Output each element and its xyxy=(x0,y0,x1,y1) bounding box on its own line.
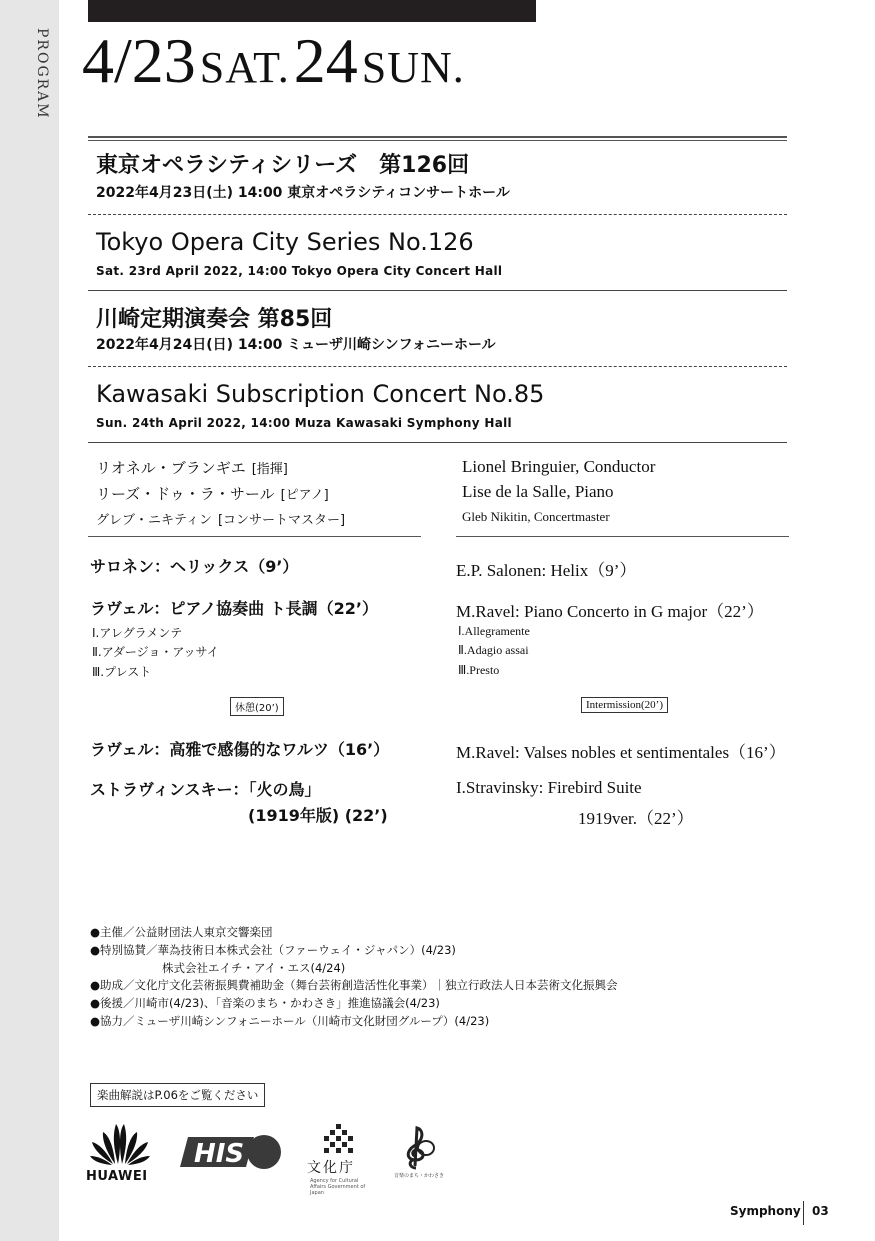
program-piece-en: M.Ravel: Piano Concerto in G major（22’） xyxy=(456,602,764,621)
music-city-logo-text: 音楽のまち・かわさき xyxy=(394,1173,445,1179)
concert-detail-kawasaki-jp: 2022年4月24日(日) 14:00 ミューザ川崎シンフォニーホール xyxy=(96,337,496,353)
date-day1-name: SAT. xyxy=(199,43,290,92)
intermission-label-en: Intermission(20’) xyxy=(581,697,668,713)
huawei-logo-icon xyxy=(88,1120,152,1166)
movement-jp: Ⅰ.アレグラメンテ xyxy=(92,626,183,640)
bunka-mark-icon xyxy=(322,1122,358,1156)
huawei-logo-text: HUAWEI xyxy=(86,1169,148,1184)
credit-line: 株式会社エイチ・アイ・エス(4/24) xyxy=(162,961,346,975)
page-number: 03 xyxy=(812,1204,829,1218)
bunka-logo-text: 文化庁 xyxy=(307,1161,355,1176)
movement-en: Ⅰ.Allegramente xyxy=(458,624,530,638)
program-piece-en: E.P. Salonen: Helix（9’） xyxy=(456,561,637,580)
divider xyxy=(88,214,787,215)
his-logo-text: HIS xyxy=(194,1139,245,1169)
concert-title-kawasaki-en: Kawasaki Subscription Concert No.85 xyxy=(96,380,545,408)
sidebar-label: PROGRAM xyxy=(34,28,50,120)
his-logo xyxy=(180,1133,282,1171)
movement-jp: Ⅲ.プレスト xyxy=(92,665,152,679)
date-day2: 24 xyxy=(293,25,358,96)
footer-label: Symphony xyxy=(730,1204,801,1218)
bunka-logo-sub: Agency for Cultural Affairs Government of Japan xyxy=(310,1178,366,1196)
divider xyxy=(456,536,789,537)
program-piece-en: I.Stravinsky: Firebird Suite xyxy=(456,778,642,797)
concert-title-tokyo-jp: 東京オペラシティシリーズ 第126回 xyxy=(96,153,470,178)
credit-line: ●特別協賛／華為技術日本株式会社（ファーウェイ・ジャパン）(4/23) xyxy=(90,943,456,957)
divider xyxy=(88,442,787,443)
performer-jp xyxy=(96,457,288,478)
date-day2-name: SUN. xyxy=(361,43,465,92)
program-piece-jp: サロネン：ヘリックス（9’） xyxy=(90,557,299,576)
program-piece-jp: ラヴェル：ピアノ協奏曲 ト長調（22’） xyxy=(90,599,378,618)
performer-role: [指揮] xyxy=(251,462,288,477)
performer-jp xyxy=(96,509,345,528)
performer-role: [コンサートマスター] xyxy=(217,513,346,528)
credit-line: ●後援／川崎市(4/23)、「音楽のまち・かわさき」推進協議会(4/23) xyxy=(90,996,440,1010)
program-piece-jp: ラヴェル：高雅で感傷的なワルツ（16’） xyxy=(90,740,390,759)
divider xyxy=(88,366,787,367)
sidebar xyxy=(0,0,59,1241)
performer-en: Lionel Bringuier, Conductor xyxy=(462,457,656,476)
intermission-label-jp: 休憩(20’) xyxy=(230,697,284,716)
program-piece-en: M.Ravel: Valses nobles et sentimentales（16’） xyxy=(456,743,786,762)
performer-en: Lise de la Salle, Piano xyxy=(462,482,614,501)
concert-detail-tokyo-en: Sat. 23rd April 2022, 14:00 Tokyo Opera City Concert Hall xyxy=(96,264,503,278)
treble-clef-icon xyxy=(400,1124,436,1170)
concert-detail-tokyo-jp: 2022年4月23日(土) 14:00 東京オペラシティコンサートホール xyxy=(96,185,510,201)
concert-title-tokyo-en: Tokyo Opera City Series No.126 xyxy=(96,228,474,256)
performer-name: リオネル・ブランギエ xyxy=(96,459,246,477)
performer-en: Gleb Nikitin, Concertmaster xyxy=(462,509,610,524)
performer-name: グレブ・ニキティン xyxy=(96,513,212,528)
credit-line: ●助成／文化庁文化芸術振興費補助金（舞台芸術創造活性化事業）｜独立行政法人日本芸術文化振興会 xyxy=(90,978,618,992)
credit-line: ●主催／公益財団法人東京交響楽団 xyxy=(90,925,273,939)
divider xyxy=(88,536,421,537)
date-title xyxy=(82,24,465,98)
performer-name: リーズ・ドゥ・ラ・サール xyxy=(96,485,275,503)
movement-jp: Ⅱ.アダージョ・アッサイ xyxy=(92,645,219,659)
movement-en: Ⅲ.Presto xyxy=(458,663,500,677)
performer-role: [ピアノ] xyxy=(280,488,329,503)
concert-detail-kawasaki-en: Sun. 24th April 2022, 14:00 Muza Kawasaki Symphony Hall xyxy=(96,416,512,430)
footer-separator xyxy=(803,1201,804,1225)
divider xyxy=(88,290,787,291)
header-bar xyxy=(88,0,536,22)
movement-en: Ⅱ.Adagio assai xyxy=(458,643,529,657)
header-divider xyxy=(88,136,787,141)
program-piece-en: 1919ver.（22’） xyxy=(578,809,694,828)
program-piece-jp: ストラヴィンスキー：「火の鳥」 xyxy=(90,780,321,799)
performer-jp xyxy=(96,483,329,504)
notes-guide: 楽曲解説はP.06をご覧ください xyxy=(90,1083,265,1107)
date-day1: 4/23 xyxy=(82,25,196,96)
concert-title-kawasaki-jp: 川崎定期演奏会 第85回 xyxy=(96,307,333,332)
credit-line: ●協力／ミューザ川崎シンフォニーホール（川崎市文化財団グループ）(4/23) xyxy=(90,1014,490,1028)
program-piece-jp: (1919年版) (22’) xyxy=(248,806,388,825)
